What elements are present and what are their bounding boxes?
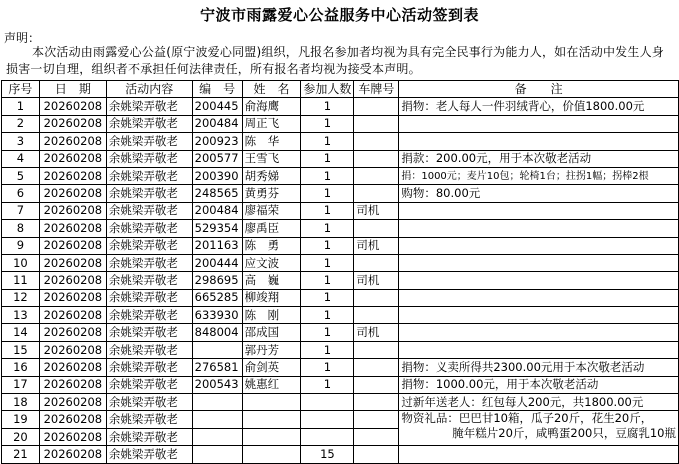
row-id: 200445	[192, 98, 242, 115]
note-line-2: 腌年糕片20斤，咸鸭蛋200只，豆腐乳10瓶	[452, 426, 676, 441]
row-name: 周正飞	[242, 115, 301, 132]
row-plate	[354, 254, 399, 271]
table-row	[2, 411, 679, 428]
row-no: 1	[2, 98, 40, 115]
row-activity: 余姚梁弄敬老	[106, 133, 192, 150]
row-plate	[354, 150, 399, 167]
row-name: 廖福荣	[242, 202, 301, 219]
row-id: 848004	[192, 324, 242, 341]
row-date: 20260208	[39, 428, 106, 445]
row-id: 200390	[192, 167, 242, 184]
row-count	[301, 394, 354, 411]
row-date: 20260208	[39, 289, 106, 306]
row-no: 8	[2, 220, 40, 237]
row-note: 购物：80.00元	[399, 185, 679, 202]
row-id	[192, 341, 242, 358]
row-no: 19	[2, 411, 40, 428]
table-row	[2, 167, 679, 184]
row-note	[399, 324, 679, 341]
table-row	[2, 341, 679, 358]
row-name: 陈 刚	[242, 307, 301, 324]
row-name: 俞海鹰	[242, 98, 301, 115]
row-plate	[354, 133, 399, 150]
row-no: 20	[2, 428, 40, 445]
row-count	[301, 428, 354, 445]
row-date: 20260208	[39, 411, 106, 428]
row-no: 4	[2, 150, 40, 167]
row-id: 200444	[192, 254, 242, 271]
row-no: 16	[2, 359, 40, 376]
row-plate	[354, 307, 399, 324]
table-row	[2, 289, 679, 306]
row-no: 17	[2, 376, 40, 393]
row-activity: 余姚梁弄敬老	[106, 202, 192, 219]
table-row	[2, 394, 679, 411]
row-plate	[354, 341, 399, 358]
table-row	[2, 324, 679, 341]
row-id: 529354	[192, 220, 242, 237]
row-date: 20260208	[39, 133, 106, 150]
table-row	[2, 307, 679, 324]
row-activity: 余姚梁弄敬老	[106, 115, 192, 132]
row-activity: 余姚梁弄敬老	[106, 272, 192, 289]
row-name: 陈 华	[242, 133, 301, 150]
row-no: 18	[2, 394, 40, 411]
row-count: 1	[301, 341, 354, 358]
row-note: 捐款：200.00元，用于本次敬老活动	[399, 150, 679, 167]
table-row	[2, 98, 679, 115]
table-row	[2, 133, 679, 150]
row-id: 201163	[192, 237, 242, 254]
row-date: 20260208	[39, 359, 106, 376]
row-date: 20260208	[39, 150, 106, 167]
row-date: 20260208	[39, 324, 106, 341]
col-header-name: 姓 名	[242, 81, 301, 98]
row-count: 1	[301, 133, 354, 150]
row-activity: 余姚梁弄敬老	[106, 185, 192, 202]
row-date: 20260208	[39, 272, 106, 289]
signin-table	[1, 80, 679, 464]
row-note: 捐物：老人每人一件羽绒背心，价值1800.00元	[399, 98, 679, 115]
note-line-1: 物资礼品：巴巴甘10箱，瓜子20斤，花生20斤，	[401, 411, 653, 426]
row-plate	[354, 115, 399, 132]
row-id: 276581	[192, 359, 242, 376]
row-plate	[354, 394, 399, 411]
row-date: 20260208	[39, 98, 106, 115]
row-name: 陈 勇	[242, 237, 301, 254]
row-count: 1	[301, 272, 354, 289]
row-note	[399, 220, 679, 237]
row-activity: 余姚梁弄敬老	[106, 98, 192, 115]
row-count: 1	[301, 376, 354, 393]
row-plate	[354, 98, 399, 115]
row-name: 姚惠红	[242, 376, 301, 393]
row-name: 邵成国	[242, 324, 301, 341]
row-no: 3	[2, 133, 40, 150]
row-note: 捐物：义卖所得共2300.00元用于本次敬老活动	[399, 359, 679, 376]
row-name: 郭丹芳	[242, 341, 301, 358]
row-plate	[354, 428, 399, 445]
row-count: 1	[301, 98, 354, 115]
row-activity: 余姚梁弄敬老	[106, 167, 192, 184]
row-note	[399, 272, 679, 289]
row-count: 1	[301, 307, 354, 324]
row-id	[192, 394, 242, 411]
row-id: 633930	[192, 307, 242, 324]
row-activity: 余姚梁弄敬老	[106, 289, 192, 306]
row-name	[242, 394, 301, 411]
row-count: 1	[301, 237, 354, 254]
row-note: 过新年送老人：红包每人200元，共1800.00元	[399, 394, 679, 411]
row-id: 298695	[192, 272, 242, 289]
row-name: 廖禹臣	[242, 220, 301, 237]
row-date: 20260208	[39, 185, 106, 202]
row-no: 9	[2, 237, 40, 254]
row-count	[301, 411, 354, 428]
row-no: 7	[2, 202, 40, 219]
table-row	[2, 254, 679, 271]
row-no: 11	[2, 272, 40, 289]
row-date: 20260208	[39, 237, 106, 254]
row-plate: 司机	[354, 202, 399, 219]
row-note	[399, 307, 679, 324]
row-id: 200923	[192, 133, 242, 150]
row-activity: 余姚梁弄敬老	[106, 307, 192, 324]
row-activity: 余姚梁弄敬老	[106, 324, 192, 341]
row-date: 20260208	[39, 254, 106, 271]
col-header-count: 参加人数	[301, 81, 354, 98]
row-note	[399, 202, 679, 219]
row-no: 13	[2, 307, 40, 324]
row-count: 1	[301, 324, 354, 341]
row-count: 1	[301, 220, 354, 237]
row-note: 捐：1000元；麦片10包；轮椅1台；拄拐1幅；拐棒2根	[399, 167, 679, 184]
row-name: 胡秀娣	[242, 167, 301, 184]
row-name: 应文波	[242, 254, 301, 271]
row-id: 200577	[192, 150, 242, 167]
row-date: 20260208	[39, 376, 106, 393]
table-row	[2, 446, 679, 463]
row-activity: 余姚梁弄敬老	[106, 237, 192, 254]
table-row	[2, 272, 679, 289]
row-count: 1	[301, 359, 354, 376]
row-date: 20260208	[39, 446, 106, 463]
row-activity: 余姚梁弄敬老	[106, 220, 192, 237]
row-activity: 余姚梁弄敬老	[106, 341, 192, 358]
row-name: 黄勇芬	[242, 185, 301, 202]
table-row	[2, 376, 679, 393]
table-row	[2, 202, 679, 219]
row-date: 20260208	[39, 220, 106, 237]
row-activity: 余姚梁弄敬老	[106, 254, 192, 271]
row-no: 15	[2, 341, 40, 358]
row-activity: 余姚梁弄敬老	[106, 394, 192, 411]
table-row	[2, 115, 679, 132]
row-plate	[354, 220, 399, 237]
page-title: 宁波市雨露爱心公益服务中心活动签到表	[199, 6, 479, 24]
row-plate	[354, 359, 399, 376]
row-date: 20260208	[39, 202, 106, 219]
table-row	[2, 359, 679, 376]
row-id: 200484	[192, 202, 242, 219]
row-count: 1	[301, 289, 354, 306]
declaration-label: 声明：	[4, 31, 41, 45]
row-date: 20260208	[39, 394, 106, 411]
row-name: 王雪飞	[242, 150, 301, 167]
row-id	[192, 428, 242, 445]
row-id: 200484	[192, 115, 242, 132]
row-name	[242, 428, 301, 445]
row-note	[399, 133, 679, 150]
row-no: 10	[2, 254, 40, 271]
row-note-merged	[399, 411, 679, 446]
row-plate: 司机	[354, 237, 399, 254]
row-activity: 余姚梁弄敬老	[106, 376, 192, 393]
row-id: 665285	[192, 289, 242, 306]
row-count: 1	[301, 202, 354, 219]
col-header-note: 备 注	[399, 81, 679, 98]
table-row	[2, 150, 679, 167]
row-note	[399, 341, 679, 358]
row-name: 高 巍	[242, 272, 301, 289]
row-activity: 余姚梁弄敬老	[106, 150, 192, 167]
row-count: 1	[301, 185, 354, 202]
row-count: 1	[301, 167, 354, 184]
table-row	[2, 220, 679, 237]
row-no: 2	[2, 115, 40, 132]
declaration-text: 本次活动由雨露爱心公益(原宁波爱心同盟)组织，凡报名参加者均视为具有完全民事行为能力人，如在活动中发生人身损害一切自理，组织者不承担任何法律责任，所有报名者均视为接受本声明。	[6, 45, 664, 76]
row-name	[242, 446, 301, 463]
row-date: 20260208	[39, 167, 106, 184]
row-count: 1	[301, 254, 354, 271]
row-plate	[354, 446, 399, 463]
row-plate	[354, 411, 399, 428]
row-name: 俞剑英	[242, 359, 301, 376]
row-no: 5	[2, 167, 40, 184]
row-date: 20260208	[39, 341, 106, 358]
table-row	[2, 237, 679, 254]
row-name: 柳竣翔	[242, 289, 301, 306]
row-plate: 司机	[354, 272, 399, 289]
col-header-plate: 车牌号	[354, 81, 399, 98]
row-count: 1	[301, 150, 354, 167]
row-activity: 余姚梁弄敬老	[106, 446, 192, 463]
row-note	[399, 289, 679, 306]
row-plate	[354, 185, 399, 202]
row-activity: 余姚梁弄敬老	[106, 428, 192, 445]
row-name	[242, 411, 301, 428]
row-id	[192, 446, 242, 463]
table-header-row	[2, 81, 679, 98]
row-note	[399, 237, 679, 254]
row-no: 14	[2, 324, 40, 341]
col-header-activity: 活动内容	[106, 81, 192, 98]
table-row	[2, 185, 679, 202]
row-id: 200543	[192, 376, 242, 393]
row-date: 20260208	[39, 307, 106, 324]
row-date: 20260208	[39, 115, 106, 132]
row-activity: 余姚梁弄敬老	[106, 359, 192, 376]
row-note	[399, 446, 679, 463]
row-no: 12	[2, 289, 40, 306]
row-id: 248565	[192, 185, 242, 202]
row-activity: 余姚梁弄敬老	[106, 411, 192, 428]
row-note	[399, 115, 679, 132]
row-note: 捐物：1000.00元，用于本次敬老活动	[399, 376, 679, 393]
row-count: 1	[301, 115, 354, 132]
row-note	[399, 254, 679, 271]
row-plate	[354, 289, 399, 306]
row-no: 6	[2, 185, 40, 202]
row-id	[192, 411, 242, 428]
row-plate: 司机	[354, 324, 399, 341]
col-header-id: 编 号	[192, 81, 242, 98]
col-header-date: 日 期	[39, 81, 106, 98]
row-plate	[354, 376, 399, 393]
row-no: 21	[2, 446, 40, 463]
row-count: 15	[301, 446, 354, 463]
col-header-no: 序号	[2, 81, 40, 98]
row-plate	[354, 167, 399, 184]
